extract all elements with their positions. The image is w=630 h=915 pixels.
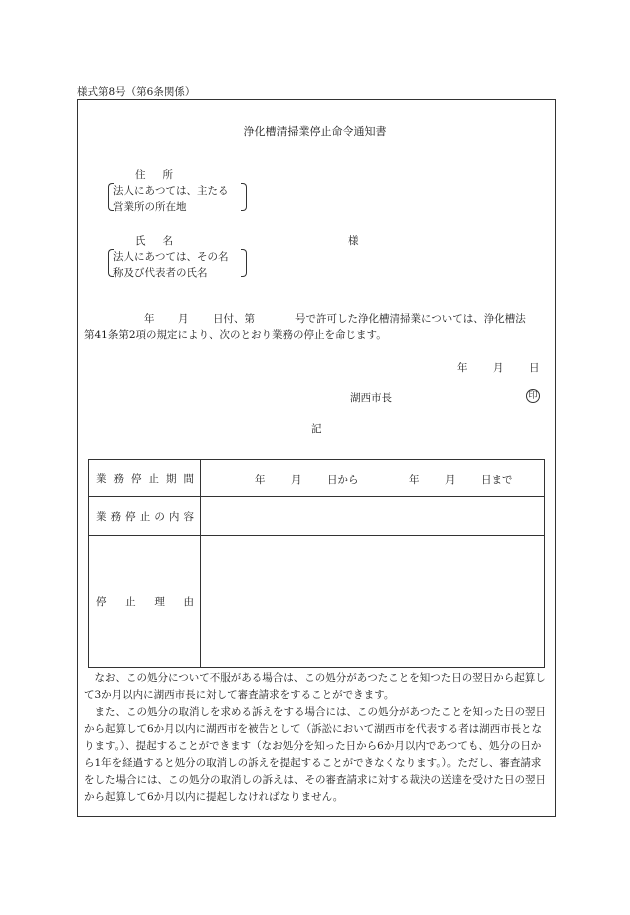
name-brace-right [241,249,247,277]
name-note-line1: 法人にあつては、その名 [113,251,229,263]
table-row-reason [89,536,545,668]
address-note-line1: 法人にあつては、主たる [113,185,229,197]
label-char: 容 [183,510,194,523]
label-char: 停 [125,510,136,523]
body-year: 年 [144,313,155,325]
name-note-line2: 称及び代表者の氏名 [113,267,208,279]
label-char: 業 [96,472,107,485]
reason-value [201,536,545,668]
table-row-period [89,460,545,497]
date-day: 日 [529,362,540,374]
honorific: 様 [348,235,359,247]
period-from-year: 年 [255,474,266,486]
body-line1-rest: 号で許可した浄化槽清掃業については、浄化槽法 [295,313,526,325]
appeal-note-2: また、この処分の取消しを求める訴えをする場合には、この処分があつたことを知った日の翌日から起算して6か月以内に湖西市を被告として（訴訟において湖西市を代表する者は湖西市長となります。）、提起することができます（なお処分を知った日から6か月以内であつても、処分の日から1年を経過すると処分の取消しの訴えを提起することができなくなります。）。ただし、審査請求をした場合には、この処分の取消しの訴えは、その審査請求に対する裁決の送達を受けた日の翌日から起算して6か月以内に提起しなければなりません。 [84,706,546,803]
reason-label [89,536,201,668]
seal-icon: 印 [526,389,540,403]
address-label [135,167,173,182]
label-char: 間 [183,472,194,485]
body-line2: 第41条第2項の規定により、次のとおり業務の停止を命じます。 [84,329,387,341]
period-from-month: 月 [291,474,302,486]
name-label-char: 名 [162,235,173,247]
label-char: 由 [183,596,194,608]
label-char: 止 [139,510,151,523]
suspension-table [88,459,545,668]
content-value [201,497,545,536]
name-label [135,233,173,248]
label-char: 理 [154,596,165,608]
period-value [201,460,545,497]
content-label [89,497,201,536]
form-label: 様式第8号（第6条関係） [77,86,196,98]
date-year: 年 [457,362,468,374]
period-to-year: 年 [409,474,420,486]
label-char: 止 [125,596,136,608]
label-char: の [154,510,165,523]
name-label-char: 氏 [135,235,146,247]
document-title: 浄化槽清掃業停止命令通知書 [243,125,387,138]
label-char: 内 [168,510,180,523]
period-to-day: 日まで [481,474,513,486]
label-char: 停 [96,596,107,608]
period-from-day: 日から [327,474,359,486]
label-char: 務 [110,510,122,523]
address-label-char: 住 [135,169,146,181]
label-char: 停 [131,472,142,485]
label-char: 期 [166,472,177,485]
address-brace-right [241,183,247,211]
period-label [89,460,201,497]
label-char: 務 [113,472,124,485]
address-label-char: 所 [162,169,173,181]
date-month: 月 [493,362,504,374]
ki-heading: 記 [311,423,322,435]
period-to-month: 月 [445,474,456,486]
appeal-note-1: なお、この処分について不服がある場合は、この処分があつたことを知つた日の翌日から起算して3か月以内に湖西市長に対して審査請求をすることができます。 [84,672,546,701]
label-char: 止 [148,472,159,485]
address-note-line2: 営業所の所在地 [113,201,187,213]
label-char: 業 [96,510,107,523]
appeal-notes [84,670,551,806]
issuer: 湖西市長 [350,392,392,404]
table-row-content [89,497,545,536]
body-month: 月 [178,313,189,325]
body-day: 日付、第 [213,313,255,325]
